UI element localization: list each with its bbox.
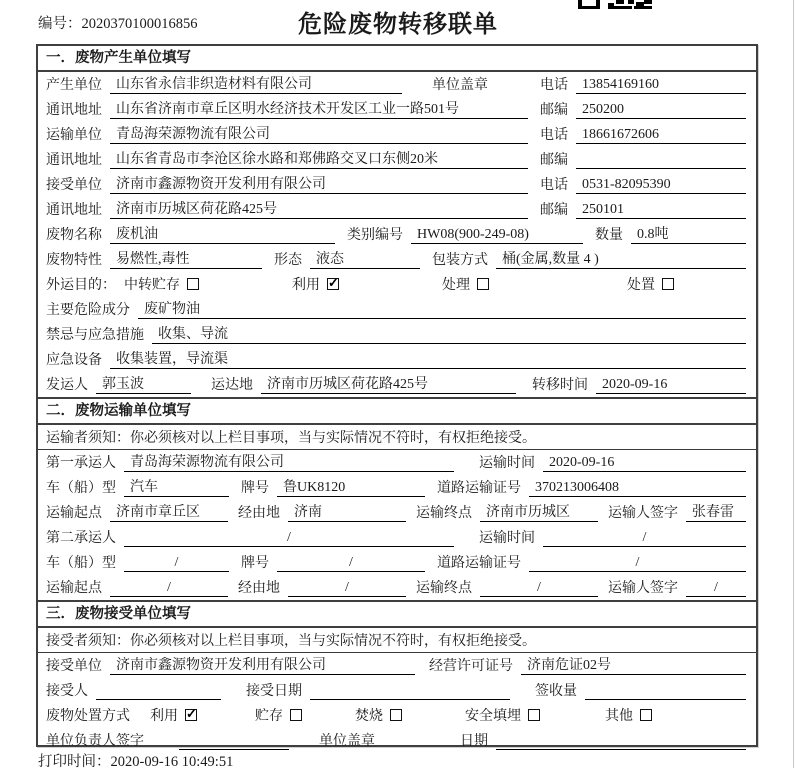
vehicle1-plate-field[interactable]: 鲁UK8120 — [277, 479, 425, 497]
route1-start-field[interactable]: 济南市章丘区 — [110, 504, 228, 522]
route1-via-label: 经由地 — [238, 506, 280, 521]
producer-address-field[interactable]: 山东省济南市章丘区明水经济技术开发区工业一路501号 — [110, 101, 528, 119]
purpose-dispose-checkbox[interactable] — [662, 278, 674, 290]
transporter-row — [38, 122, 756, 147]
vehicle1-permit-field[interactable]: 370213006408 — [529, 479, 746, 497]
disposal-landfill-checkbox[interactable] — [528, 709, 540, 721]
accept-date-label: 接受日期 — [246, 684, 302, 699]
hazard-component-label: 主要危险成分 — [46, 303, 130, 318]
producer-field[interactable]: 山东省永信非织造材料有限公司 — [110, 76, 402, 94]
packing-field[interactable]: 桶(金属,数量 4 ) — [496, 251, 746, 269]
purpose-option-dispose — [627, 274, 674, 294]
hazard-component-field[interactable]: 废矿物油 — [138, 301, 746, 319]
page-title: 危险废物转移联单 — [298, 12, 498, 38]
carrier2-row — [38, 525, 756, 550]
disposal-storage-label: 贮存 — [255, 709, 283, 724]
vehicle1-permit-label: 道路运输证号 — [437, 481, 521, 496]
receiver-field[interactable]: 济南市鑫源物资开发利用有限公司 — [110, 176, 528, 194]
vehicle2-row — [38, 550, 756, 575]
page-edge-divider — [793, 0, 794, 768]
qr-code-fragment-icon — [578, 0, 654, 10]
serial-value: 2020370100016856 — [81, 16, 198, 32]
receiver-row — [38, 172, 756, 197]
section1-header: 一．废物产生单位填写 — [38, 46, 756, 72]
receiver-zip-field[interactable]: 250101 — [576, 201, 746, 219]
receiver-label: 接受单位 — [46, 178, 102, 193]
vehicle1-type-label: 车（船）型 — [46, 481, 116, 496]
route1-sign-field[interactable]: 张春雷 — [686, 504, 746, 522]
transporter-tel-label: 电话 — [540, 128, 568, 143]
acceptor-label: 接受人 — [46, 684, 88, 699]
transporter-notice-row — [38, 425, 756, 450]
route2-via-label: 经由地 — [238, 581, 280, 596]
disposal-other-label: 其他 — [605, 709, 633, 724]
route1-via-field[interactable]: 济南 — [288, 504, 406, 522]
waste-property-field[interactable]: 易燃性,毒性 — [110, 251, 262, 269]
producer-row — [38, 72, 756, 97]
producer-seal-label: 单位盖章 — [432, 78, 488, 93]
purpose-storage-label: 中转贮存 — [124, 278, 180, 293]
received-qty-label: 签收量 — [535, 684, 577, 699]
disposal-storage-checkbox[interactable] — [290, 709, 302, 721]
acceptor-field[interactable] — [96, 683, 221, 700]
accepting-unit-row — [38, 653, 756, 678]
purpose-option-storage — [124, 274, 292, 294]
transporter-address-label: 通讯地址 — [46, 153, 102, 168]
route2-sign-label: 运输人签字 — [608, 581, 678, 596]
receiver-tel-field[interactable]: 0531-82095390 — [576, 176, 746, 194]
route1-end-field[interactable]: 济南市历城区 — [480, 504, 598, 522]
carrier1-label: 第一承运人 — [46, 456, 116, 471]
producer-address-row — [38, 97, 756, 122]
receiver-address-field[interactable]: 济南市历城区荷花路425号 — [110, 201, 528, 219]
carrier1-row — [38, 450, 756, 475]
receiver-zip-label: 邮编 — [540, 203, 568, 218]
disposal-recycle-checkbox[interactable] — [185, 709, 197, 721]
vehicle2-type-field[interactable]: / — [124, 554, 229, 572]
purpose-recycle-checkbox[interactable] — [327, 278, 339, 290]
receiver-notice-row — [38, 628, 756, 653]
carrier2-time-label: 运输时间 — [479, 531, 535, 546]
waste-code-field[interactable]: HW08(900-249-08) — [411, 226, 583, 244]
transporter-label: 运输单位 — [46, 128, 102, 143]
license-field[interactable]: 济南危证02号 — [521, 657, 746, 675]
acceptor-row — [38, 678, 756, 703]
waste-name-row — [38, 222, 756, 247]
route1-end-label: 运输终点 — [416, 506, 472, 521]
transfer-purpose-row — [38, 272, 756, 297]
producer-zip-label: 邮编 — [540, 103, 568, 118]
waste-name-field[interactable]: 废机油 — [110, 226, 335, 244]
shipper-label: 发运人 — [46, 378, 88, 393]
purpose-option-treat — [442, 274, 627, 294]
producer-zip-field[interactable]: 250200 — [576, 101, 746, 119]
waste-form-label: 形态 — [274, 253, 302, 268]
producer-address-label: 通讯地址 — [46, 103, 102, 118]
purpose-dispose-label: 处置 — [627, 278, 655, 293]
route2-start-field[interactable]: / — [110, 579, 228, 597]
carrier1-time-field[interactable]: 2020-09-16 — [543, 454, 746, 472]
shipper-field[interactable]: 郭玉波 — [96, 376, 191, 394]
transporter-address-row — [38, 147, 756, 172]
disposal-other-checkbox[interactable] — [640, 709, 652, 721]
carrier2-time-field[interactable]: / — [543, 529, 746, 547]
transporter-zip-field[interactable] — [576, 152, 746, 169]
disposal-landfill-label: 安全填埋 — [465, 709, 521, 724]
route1-start-label: 运输起点 — [46, 506, 102, 521]
route1-sign-label: 运输人签字 — [608, 506, 678, 521]
accepting-unit-field[interactable]: 济南市鑫源物资开发利用有限公司 — [110, 657, 415, 675]
destination-label: 运达地 — [211, 378, 253, 393]
disposal-method-label: 废物处置方式 — [46, 709, 130, 724]
purpose-recycle-label: 利用 — [292, 278, 320, 293]
waste-code-label: 类别编号 — [347, 228, 403, 243]
purpose-treat-label: 处理 — [442, 278, 470, 293]
shipper-row — [38, 372, 756, 397]
carrier1-time-label: 运输时间 — [479, 456, 535, 471]
packing-label: 包装方式 — [432, 253, 488, 268]
disposal-option-recycle — [150, 705, 255, 725]
accept-date-field[interactable] — [310, 683, 510, 700]
section2-header: 二．废物运输单位填写 — [38, 397, 756, 425]
carrier2-field[interactable]: / — [124, 529, 454, 547]
signoff-date-label: 日期 — [460, 734, 488, 749]
route2-row — [38, 575, 756, 600]
signoff-seal-label: 单位盖章 — [319, 734, 375, 749]
purpose-treat-checkbox[interactable] — [477, 278, 489, 290]
transfer-purpose-label: 外运目的： — [46, 278, 116, 293]
purpose-option-recycle — [292, 274, 442, 294]
received-qty-field[interactable] — [585, 683, 746, 700]
vehicle2-plate-label: 牌号 — [241, 556, 269, 571]
vehicle2-permit-field[interactable]: / — [529, 554, 746, 572]
disposal-option-landfill — [465, 705, 605, 725]
signoff-field[interactable] — [179, 733, 289, 750]
emergency-equipment-label: 应急设备 — [46, 353, 102, 368]
waste-property-row — [38, 247, 756, 272]
route2-end-label: 运输终点 — [416, 581, 472, 596]
receiver-address-row — [38, 197, 756, 222]
carrier2-label: 第二承运人 — [46, 531, 116, 546]
purpose-storage-checkbox[interactable] — [187, 278, 199, 290]
waste-name-label: 废物名称 — [46, 228, 102, 243]
accepting-unit-label: 接受单位 — [46, 659, 102, 674]
producer-tel-field[interactable]: 13854169160 — [576, 76, 746, 94]
destination-field[interactable]: 济南市历城区荷花路425号 — [261, 376, 516, 394]
serial-label: 编号： — [38, 16, 82, 32]
signoff-date-field[interactable] — [496, 733, 746, 750]
receiver-tel-label: 电话 — [540, 178, 568, 193]
transfer-time-label: 转移时间 — [532, 378, 588, 393]
disposal-incinerate-checkbox[interactable] — [390, 709, 402, 721]
emergency-measures-field[interactable]: 收集、导流 — [152, 326, 746, 344]
print-time-value: 2020-09-16 10:49:51 — [110, 754, 234, 768]
producer-label: 产生单位 — [46, 78, 102, 93]
print-time-label: 打印时间： — [38, 754, 111, 768]
transporter-notice-text: 运输者须知：你必须核对以上栏目事项，当与实际情况不符时，有权拒绝接受。 — [46, 431, 536, 446]
receiver-address-label: 通讯地址 — [46, 203, 102, 218]
route2-end-field[interactable]: / — [480, 579, 598, 597]
document-header — [0, 0, 796, 44]
emergency-measures-row — [38, 322, 756, 347]
route2-via-field[interactable]: / — [288, 579, 406, 597]
vehicle2-type-label: 车（船）型 — [46, 556, 116, 571]
vehicle2-permit-label: 道路运输证号 — [437, 556, 521, 571]
emergency-measures-label: 禁忌与应急措施 — [46, 328, 144, 343]
manifest-form — [36, 44, 758, 747]
route1-row — [38, 500, 756, 525]
print-time — [38, 750, 233, 768]
producer-tel-label: 电话 — [540, 78, 568, 93]
transporter-zip-label: 邮编 — [540, 153, 568, 168]
disposal-option-incinerate — [355, 705, 465, 725]
vehicle2-plate-field[interactable]: / — [277, 554, 425, 572]
transporter-tel-field[interactable]: 18661672606 — [576, 126, 746, 144]
waste-form-field[interactable]: 液态 — [310, 251, 420, 269]
license-label: 经营许可证号 — [429, 659, 513, 674]
disposal-incinerate-label: 焚烧 — [355, 709, 383, 724]
carrier1-field[interactable]: 青岛海荣源物流有限公司 — [124, 454, 454, 472]
hazard-component-row — [38, 297, 756, 322]
transporter-address-field[interactable]: 山东省青岛市李沧区徐水路和郑佛路交叉口东侧20米 — [110, 151, 528, 169]
waste-qty-label: 数量 — [595, 228, 623, 243]
vehicle1-plate-label: 牌号 — [241, 481, 269, 496]
transfer-time-field[interactable]: 2020-09-16 — [596, 376, 746, 394]
receiver-notice-text: 接受者须知：你必须核对以上栏目事项，当与实际情况不符时，有权拒绝接受。 — [46, 634, 536, 649]
waste-property-label: 废物特性 — [46, 253, 102, 268]
disposal-method-row — [38, 703, 756, 728]
emergency-equipment-field[interactable]: 收集装置，导流渠 — [110, 351, 746, 369]
disposal-option-storage — [255, 705, 355, 725]
signoff-label: 单位负责人签字 — [46, 734, 144, 749]
vehicle1-type-field[interactable]: 汽车 — [124, 479, 229, 497]
disposal-option-other — [605, 705, 652, 725]
emergency-equipment-row — [38, 347, 756, 372]
disposal-recycle-label: 利用 — [150, 709, 178, 724]
transporter-field[interactable]: 青岛海荣源物流有限公司 — [110, 126, 528, 144]
vehicle1-row — [38, 475, 756, 500]
section3-header: 三．废物接受单位填写 — [38, 600, 756, 628]
route2-sign-field[interactable]: / — [686, 579, 746, 597]
route2-start-label: 运输起点 — [46, 581, 102, 596]
waste-qty-field[interactable]: 0.8吨 — [631, 226, 746, 244]
